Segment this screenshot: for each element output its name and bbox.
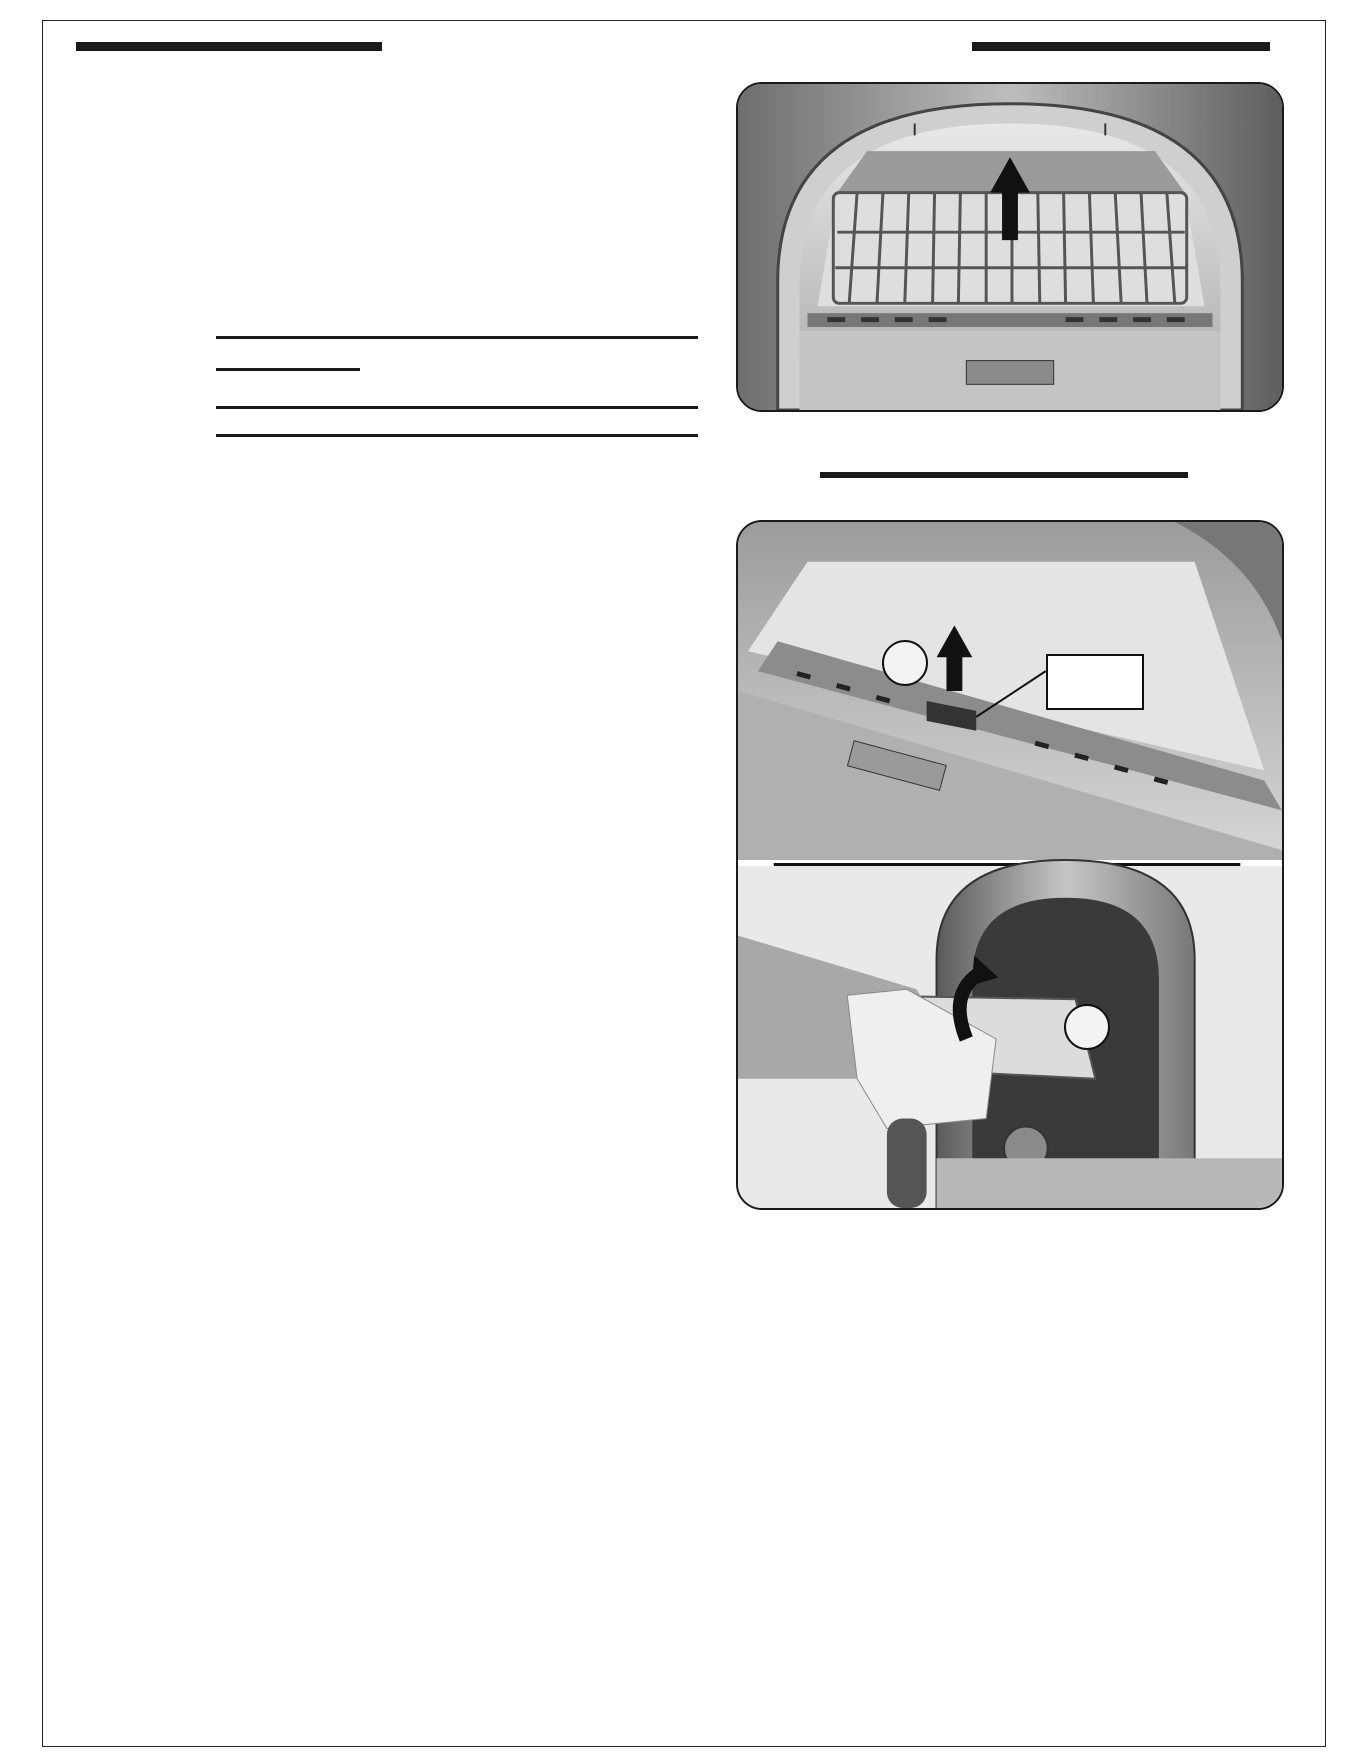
section-heading-rule: [820, 472, 1188, 478]
callout-label-box: [1046, 654, 1144, 710]
callout-circle-2: [1064, 1004, 1110, 1050]
text-rule-3: [216, 434, 698, 437]
header-rule-right: [972, 42, 1270, 51]
text-rule-1: [216, 336, 698, 339]
text-rule-1-short: [216, 368, 360, 371]
text-rule-2: [216, 406, 698, 409]
oven-rack-photo: [736, 82, 1284, 412]
callout-circle-1: [882, 640, 928, 686]
header-rule-left: [76, 42, 382, 51]
pizza-stone-lift-photo: [736, 520, 1284, 1210]
